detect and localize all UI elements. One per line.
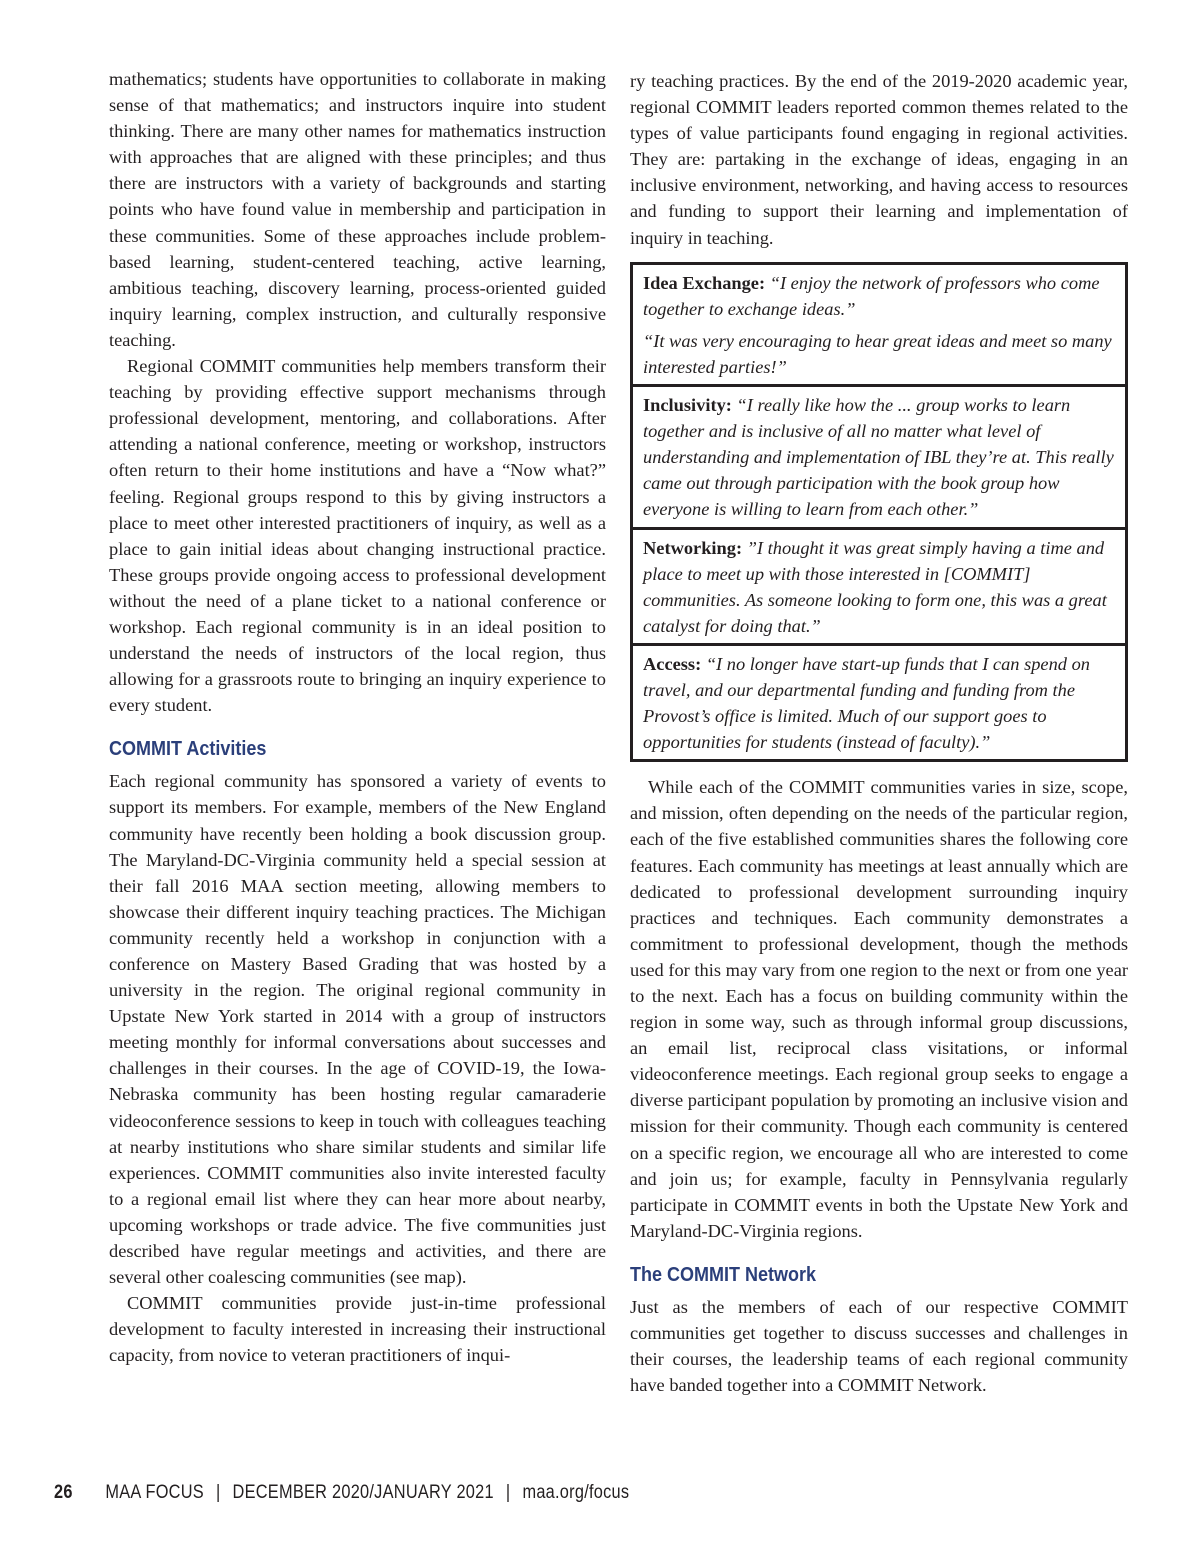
page-footer xyxy=(54,1478,629,1508)
paragraph: Each regional community has sponsored a variety of events to support its members. For example, members of the New England community have recently been holding a book discussion group. The Maryland-DC-Virginia community held a special session at their fall 2016 MAA section meeting, allowing members to showcase their different inquiry teaching practices. The Michigan community recently held a workshop in conjunction with a conference on Mastery Based Grading that was hosted by a university in the region. The original regional community in Upstate New York started in 2014 with a group of instructors meeting monthly for informal conversations about successes and challenges in their courses. In the age of COVID-19, the Iowa-Nebraska community has been hosting regular camaraderie videoconference sessions to keep in touch with colleagues teaching at nearby institutions who share similar students and similar life experiences. COMMIT communities also invite interested faculty to a regional email list where they can hear more about nearby, upcoming workshops or trade advice. The five communities just described have regular meetings and activities, and there are several other coalescing communities (see map). xyxy=(109,771,606,1288)
quote-section-inclusivity xyxy=(633,384,1125,526)
quote-paragraph xyxy=(643,270,1115,322)
issue-date: DECEMBER 2020/JANUARY 2021 xyxy=(232,1482,494,1503)
footer-separator: | xyxy=(215,1482,221,1503)
paragraph: While each of the COMMIT communities varies in size, scope, and mission, often depending on the needs of the particular region, each of the five established communities shares the following core features. Each community has meetings at least annually which are dedicated to professional development surrounding inquiry practices and techniques. Each community demonstrates a commitment to professional development, though the methods used for this may vary from one region to the next or from one year to the next. Each has a focus on building community within the region in some way, such as through informal group discussions, an email list, reciprocal class visitations, or informal videoconference meetings. Each regional group seeks to engage a diverse participant population by promoting an inclusive vision and mission for their community. Though each community is centered on a specific region, we encourage all who are interested to come and join us; for example, faculty in Pennsylvania regularly participate in COMMIT events in both the Upstate New York and Maryland-DC-Virginia regions. xyxy=(630,777,1128,1241)
quote-label: Inclusivity: xyxy=(643,395,732,416)
left-column xyxy=(109,66,606,1369)
website-url: maa.org/focus xyxy=(522,1482,630,1503)
paragraph: ry teaching practices. By the end of the 2019-2020 academic year, regional COMMIT leaders reported common themes related to the types of value participants found engaging in regional activities. They are: partaking in the exchange of ideas, engaging in an inclusive environment, networking, and having access to resources and funding to support their learning and implementation of inquiry in teaching. xyxy=(630,71,1128,248)
paragraph: Regional COMMIT communities help members transform their teaching by providing effective support mechanisms through professional development, mentoring, and collaborations. After attending a national conference, meeting or workshop, instructors often return to their home institutions and have a “Now what?” feeling. Regional groups respond to this by giving instructors a place to meet other interested practitioners of inquiry, as well as a place to gain initial ideas about changing instructional practice. These groups provide ongoing access to professional development without the need of a plane ticket to a national conference or workshop. Each regional community is in an ideal position to understand the needs of instructors of the local region, thus allowing for a grassroots route to bringing an inquiry experience to every student. xyxy=(109,356,606,716)
quote-text: “It was very encouraging to hear great ideas and meet so many interested parties!” xyxy=(643,330,1112,377)
section-heading-network: The COMMIT Network xyxy=(630,1263,817,1286)
footer-separator: | xyxy=(505,1482,511,1503)
right-column xyxy=(630,68,1128,1398)
paragraph: Just as the members of each of our respective COMMIT communities get together to discuss successes and challenges in their courses, the leadership teams of each regional community have banded together into a COMMIT Network. xyxy=(630,1296,1128,1396)
quote-text: “I enjoy the network of professors who come together to exchange ideas.” xyxy=(643,272,1100,319)
quote-box xyxy=(630,262,1128,763)
page-number: 26 xyxy=(54,1482,73,1503)
quote-text: ”I thought it was great simply having a time and place to meet up with those interested in [COMMIT] communities. As someone looking to form one, this was a great catalyst for doing that.” xyxy=(643,537,1107,636)
paragraph: mathematics; students have opportunities to collaborate in making sense of that mathematics; and instructors inquire into student thinking. There are many other names for mathematics instruction with approaches that are aligned with these principles; and thus there are instructors with a variety of backgrounds and starting points who have found value in membership and participation in these communities. Some of these approaches include problem-based learning, student-centered teaching, active learning, ambitious teaching, discovery learning, process-oriented guided inquiry learning, complex instruction, and culturally responsive teaching. xyxy=(109,69,606,350)
quote-paragraph xyxy=(643,651,1115,755)
quote-section-idea-exchange xyxy=(633,265,1125,384)
quote-text: “I really like how the ... group works to learn together and is inclusive of all no matter what level of understanding and implementation of IBL they’re at. This really came out through participation with the book group how everyone is willing to learn from each other.” xyxy=(643,395,1114,520)
section-heading-activities: COMMIT Activities xyxy=(109,738,267,761)
quote-text: “I no longer have start-up funds that I can spend on travel, and our departmental funding and funding from the Provost’s office is limited. Much of our support goes to opportunities for students (instead of faculty).” xyxy=(643,653,1090,753)
quote-section-networking xyxy=(633,527,1125,643)
quote-label: Access: xyxy=(643,653,702,674)
paragraph: COMMIT communities provide just-in-time professional development to faculty interested in increasing their instructional capacity, from novice to veteran practitioners of inqui- xyxy=(109,1293,606,1366)
quote-label: Networking: xyxy=(643,537,743,558)
quote-section-access xyxy=(633,643,1125,759)
publication-name: MAA FOCUS xyxy=(105,1482,204,1503)
quote-paragraph xyxy=(643,392,1115,522)
quote-paragraph xyxy=(643,535,1115,639)
quote-label: Idea Exchange: xyxy=(643,272,766,293)
